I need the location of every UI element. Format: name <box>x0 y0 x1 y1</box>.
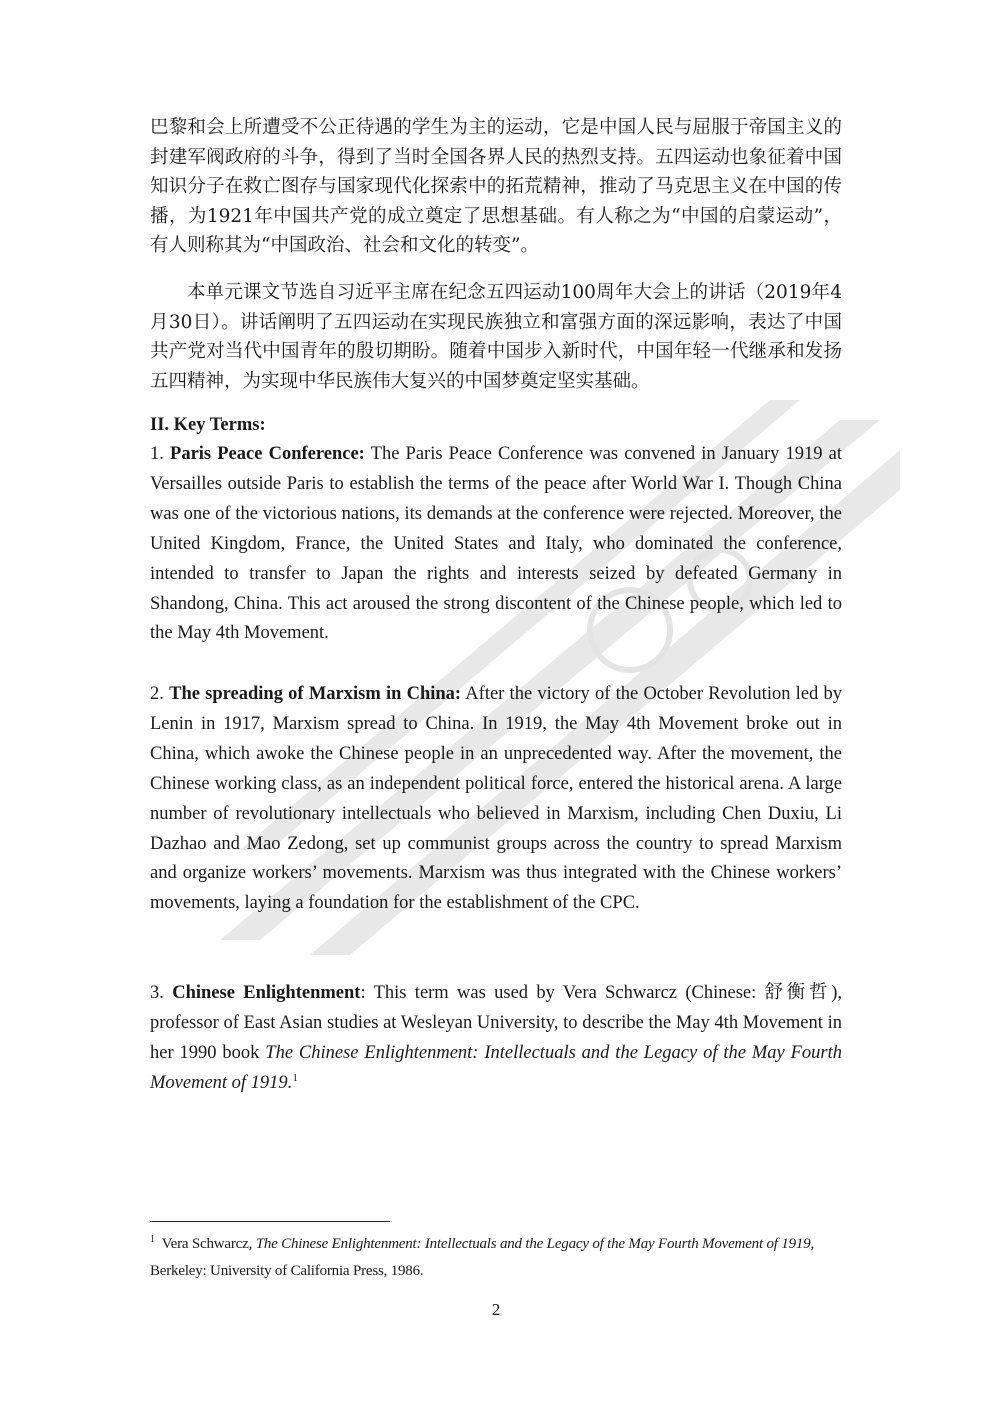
term-number: 3. <box>150 983 164 1003</box>
footnote <box>150 1231 842 1285</box>
term-end: . <box>287 1072 293 1093</box>
term-text: : This term was used by Vera Schwarcz (Chinese: 舒衡哲), professor of East Asian studies at Wesleyan University, to describe the May 4th Movement in her 1990 book <box>150 983 842 1063</box>
term-paris-peace-conference <box>150 440 842 649</box>
intro-paragraph: 巴黎和会上所遭受不公正待遇的学生为主的运动，它是中国人民与屈服于帝国主义的封建军阀政府的斗争，得到了当时全国各界人民的热烈支持。五四运动也象征着中国知识分子在救亡图存与国家现代化探索中的拓荒精神，推动了马克思主义在中国的传播，为1921年中国共产党的成立奠定了思想基础。有人称之为“中国的启蒙运动”，有人则称其为“中国政治、社会和文化的转变”。 <box>150 117 842 256</box>
footnote-publisher: , Berkeley: University of California Press, 1986. <box>150 1236 815 1279</box>
term-spreading-of-marxism <box>150 680 842 919</box>
footnote-author: Vera Schwarcz, <box>161 1236 256 1252</box>
page-number: 2 <box>491 1300 501 1319</box>
intro-paragraph-2: 本单元课文节选自习近平主席在纪念五四运动100周年大会上的讲话（2019年4月30日）。讲话阐明了五四运动在实现民族独立和富强方面的深远影响，表达了中国共产党对当代中国青年的殷切期盼。随着中国步入新时代，中国年轻一代继承和发扬五四精神，为实现中华民族伟大复兴的中国梦奠定坚实基础。 <box>150 282 842 392</box>
footnote-title: The Chinese Enlightenment: Intellectuals and the Legacy of the May Fourth Movement of 1919 <box>255 1236 811 1252</box>
footnote-divider <box>150 1221 390 1222</box>
term-text: The Paris Peace Conference was convened in January 1919 at Versailles outside Paris to establish the terms of the peace after World War I. Though China was one of the victorious nations, its demands at the conference were rejected. Moreover, the United Kingdom, France, the United States and Italy, who dominated the conference, intended to transfer to Japan the rights and interests seized by defeated Germany in Shandong, China. This act aroused the strong discontent of the Chinese people, which led to the May 4th Movement. <box>150 444 842 644</box>
key-terms-heading: II. Key Terms: <box>150 415 266 435</box>
term-text: After the victory of the October Revolution led by Lenin in 1917, Marxism spread to China. In 1919, the May 4th Movement broke out in China, which awoke the Chinese people in an unprecedented way. After the movement, the Chinese working class, as an independent political force, entered the historical arena. A large number of revolutionary intellectuals who believed in Marxism, including Chen Duxiu, Li Dazhao and Mao Zedong, set up communist groups across the country to spread Marxism and organize workers’ movements. Marxism was thus integrated with the Chinese workers’ movements, laying a foundation for the establishment of the CPC. <box>150 684 843 914</box>
term-title: Paris Peace Conference: <box>170 444 365 464</box>
book-title: The Chinese Enlightenment: Intellectuals and the Legacy of the May Fourth Movement of 1919 <box>150 1042 843 1093</box>
term-chinese-enlightenment <box>150 979 842 1099</box>
term-title: Chinese Enlightenment <box>172 983 361 1003</box>
footnote-marker: 1 <box>150 1234 155 1245</box>
term-number: 2. <box>150 684 164 704</box>
term-number: 1. <box>150 444 164 464</box>
footnote-reference[interactable]: 1 <box>292 1071 298 1084</box>
term-title: The spreading of Marxism in China: <box>169 684 462 704</box>
